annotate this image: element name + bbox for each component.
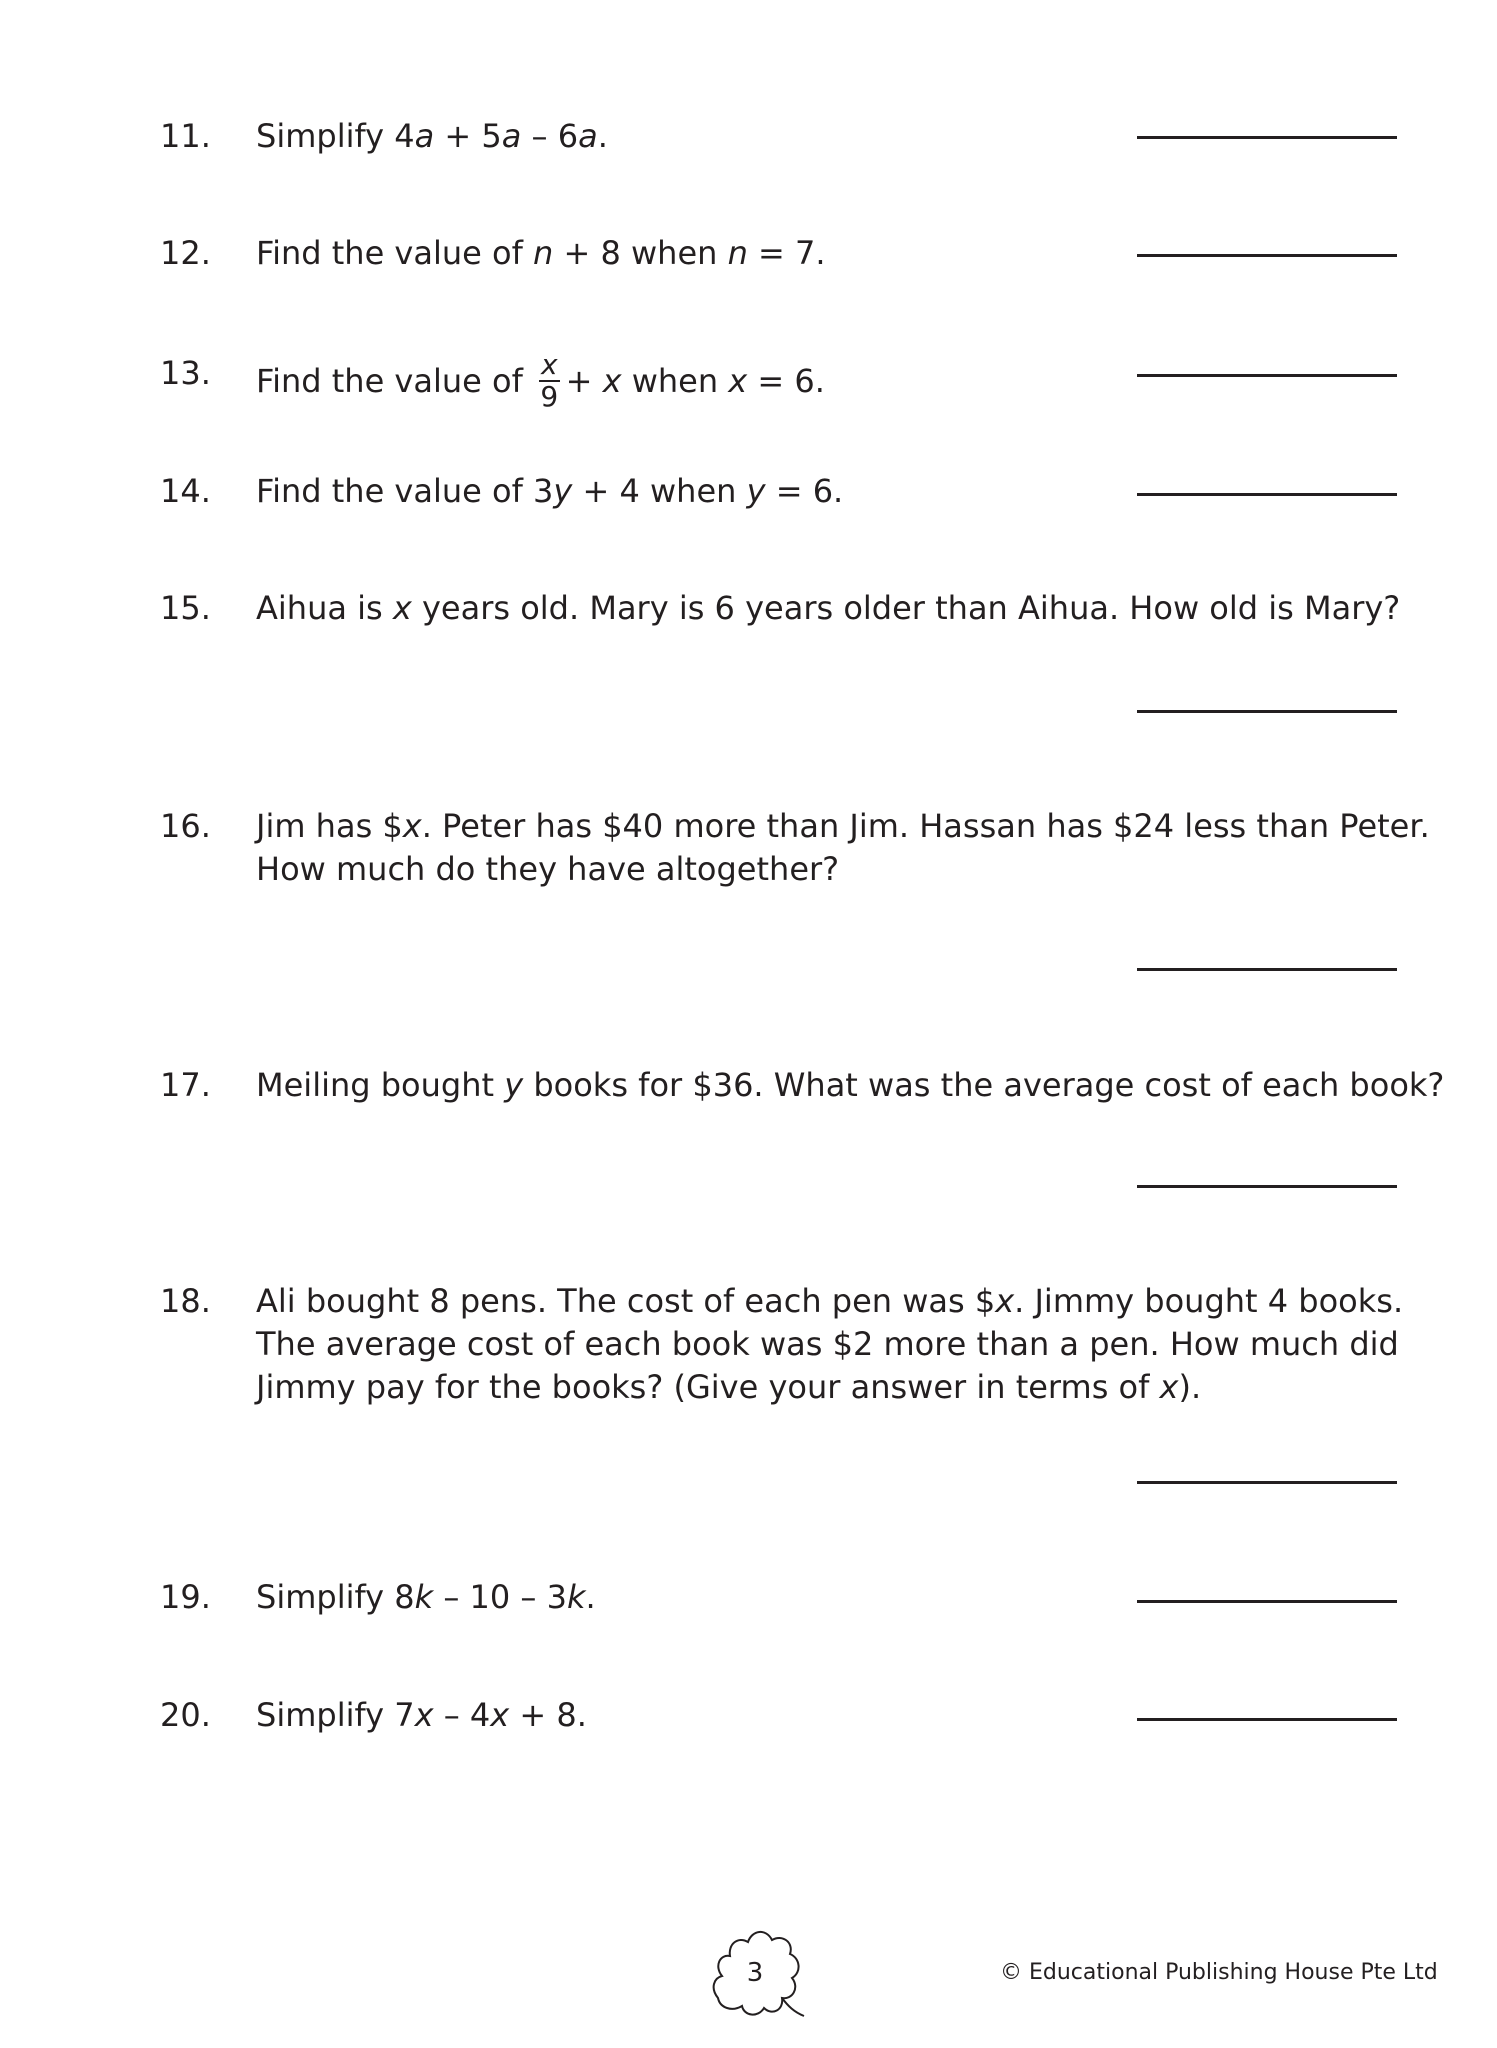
- question-text: [256, 805, 1430, 891]
- question-number: 16.: [160, 807, 211, 845]
- question-line: How much do they have altogether?: [256, 850, 840, 888]
- answer-line-19[interactable]: [1137, 1600, 1397, 1603]
- question-text: Aihua is x years old. Mary is 6 years older than Aihua. How old is Mary?: [256, 589, 1401, 627]
- question-text: Simplify 7x – 4x + 8.: [256, 1696, 587, 1734]
- answer-line-15[interactable]: [1137, 710, 1397, 713]
- answer-line-14[interactable]: [1137, 493, 1397, 496]
- answer-line-20[interactable]: [1137, 1718, 1397, 1721]
- question-text: Find the value of 3y + 4 when y = 6.: [256, 472, 844, 510]
- fraction-numerator: x: [541, 348, 558, 381]
- question-number: 20.: [160, 1696, 211, 1734]
- question-number: 19.: [160, 1578, 211, 1616]
- fraction-denominator: 9: [540, 380, 559, 413]
- answer-line-11[interactable]: [1137, 136, 1397, 139]
- fraction: [539, 350, 560, 412]
- question-text: [256, 1280, 1404, 1409]
- question-line: Ali bought 8 pens. The cost of each pen was $x. Jimmy bought 4 books.: [256, 1282, 1404, 1320]
- question-number: 18.: [160, 1282, 211, 1320]
- question-number: 14.: [160, 472, 211, 510]
- question-number: 15.: [160, 589, 211, 627]
- question-number: 17.: [160, 1066, 211, 1104]
- question-line: Jimmy pay for the books? (Give your answer in terms of x).: [256, 1368, 1202, 1406]
- question-number: 13.: [160, 354, 211, 392]
- question-text: Simplify 8k – 10 – 3k.: [256, 1578, 596, 1616]
- question-text: Meiling bought y books for $36. What was the average cost of each book?: [256, 1066, 1445, 1104]
- answer-line-18[interactable]: [1137, 1481, 1397, 1484]
- answer-line-16[interactable]: [1137, 968, 1397, 971]
- question-text: Find the value of $\frac{x}{9}$ + x when x = 6.: [256, 348, 825, 413]
- copyright-notice: © Educational Publishing House Pte Ltd: [1000, 1960, 1438, 1985]
- question-number: 11.: [160, 117, 211, 155]
- question-line: Jim has $x. Peter has $40 more than Jim. Hassan has $24 less than Peter.: [256, 807, 1430, 845]
- question-line: The average cost of each book was $2 more than a pen. How much did: [256, 1325, 1399, 1363]
- answer-line-12[interactable]: [1137, 254, 1397, 257]
- question-text: Find the value of n + 8 when n = 7.: [256, 234, 826, 272]
- answer-line-13[interactable]: [1137, 374, 1397, 377]
- question-text: Simplify 4a + 5a – 6a.: [256, 117, 608, 155]
- page-number: 3: [746, 1958, 764, 1988]
- answer-line-17[interactable]: [1137, 1185, 1397, 1188]
- question-number: 12.: [160, 234, 211, 272]
